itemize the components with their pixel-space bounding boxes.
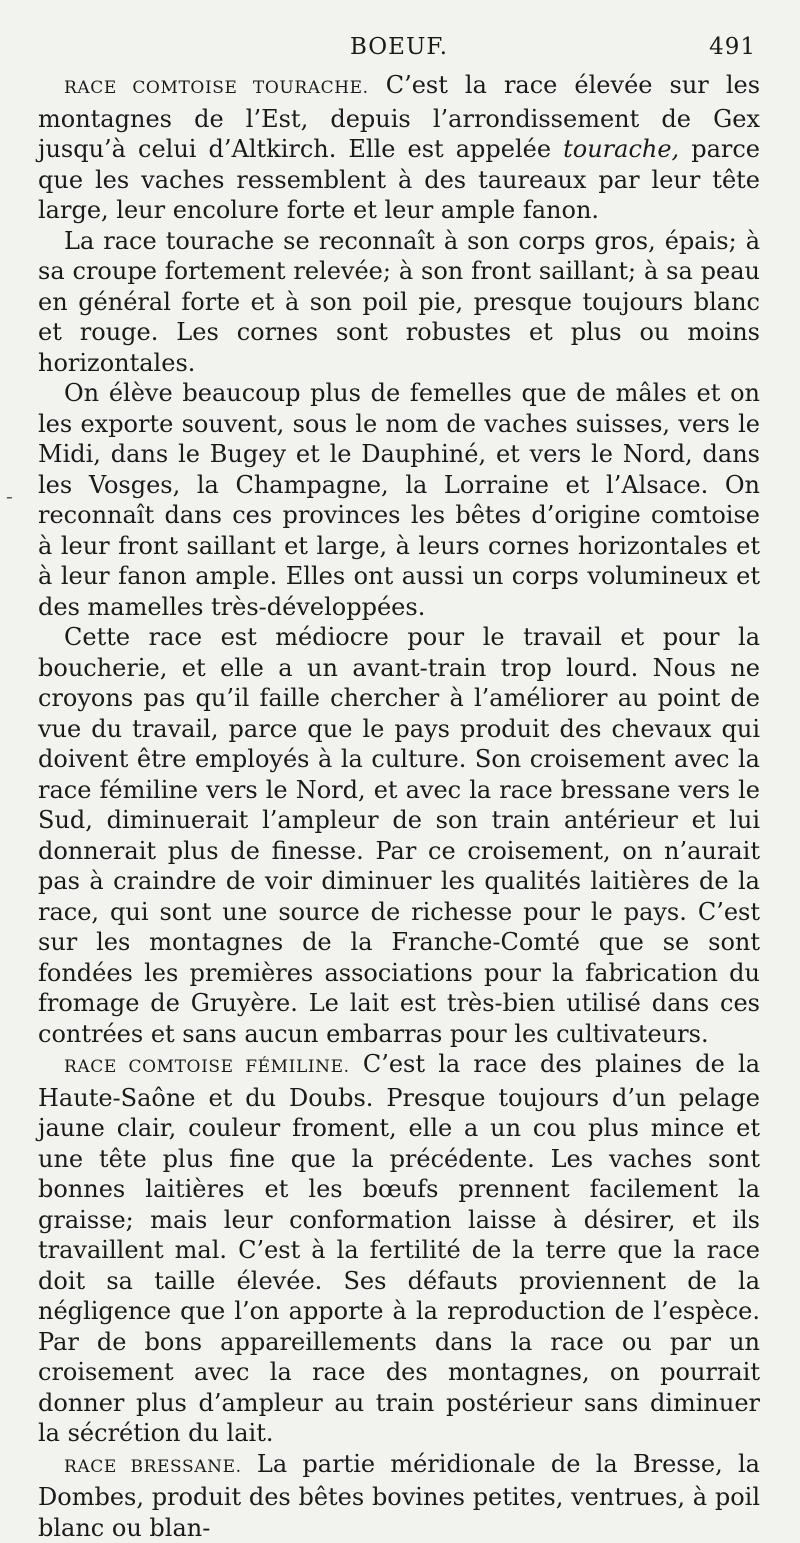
paragraph-text: parce que les vaches ressemblent à des taureaux par leur tête large, leur encolure forte et leur ample fanon. [38, 135, 760, 224]
paragraph-text: C’est la race élevée sur les montagnes de l’Est, depuis l’arrondissement de Gex jusqu’à celui d’Altkirch. Elle est appelée [38, 71, 760, 163]
body-text [38, 70, 760, 1543]
section-label-bressane: RACE BRESSANE. [64, 1457, 242, 1477]
paragraph: On élève beaucoup plus de femelles que de mâles et on les exporte souvent, sous le nom de vaches suisses, vers le Midi, dans le Bugey et le Dauphiné, et vers le Nord, dans les Vosges, la Champagne, la Lorraine et l’Alsace. On reconnaît dans ces provinces les bêtes d’origine comtoise à leur front saillant et large, à leurs cornes horizontales et à leur fanon ample. Elles ont aussi un corps volumineux et des mamelles très-développées. [38, 378, 760, 622]
paragraph: Cette race est médiocre pour le travail et pour la boucherie, et elle a un avant-train trop lourd. Nous ne croyons pas qu’il faille chercher à l’améliorer au point de vue du travail, parce que le pays produit des chevaux qui doivent être employés à la culture. Son croisement avec la race fémiline vers le Nord, et avec la race bressane vers le Sud, diminuerait l’ampleur de son train antérieur et lui donnerait plus de finesse. Par ce croisement, on n’aurait pas à craindre de voir diminuer les qualités laitières de la race, qui sont une source de richesse pour le pays. C’est sur les montagnes de la Franche-Comté que se sont fondées les premières associations pour la fabrication du fromage de Gruyère. Le lait est très-bien utilisé dans ces contrées et sans aucun embarras pour les cultivateurs. [38, 622, 760, 1049]
paragraph-race-tourache [38, 70, 760, 226]
section-label-tourache: RACE COMTOISE TOURACHE. [64, 78, 369, 98]
paragraph-race-bressane [38, 1449, 760, 1543]
paragraph-text: C’est la race des plaines de la Haute-Saône et du Doubs. Presque toujours d’un pelage jaune clair, couleur froment, elle a un cou plus mince et une tête plus fine que la précédente. Les vaches sont bonnes laitières et les bœufs prennent facilement la graisse; mais leur conformation laisse à désirer, et ils travaillent mal. C’est à la fertilité de la terre que la race doit sa taille élevée. Ses défauts proviennent de la négligence que l’on apporte à la reproduction de l’espèce. Par de bons appareillements dans la race ou par un croisement avec la race des montagnes, on pourrait donner plus d’ampleur au train postérieur sans diminuer la sécrétion du lait. [38, 1050, 760, 1447]
italic-term: tourache, [563, 135, 679, 163]
paragraph-text: La partie méridionale de la Bresse, la Dombes, produit des bêtes bovines petites, ventrues, à poil blanc ou blan- [38, 1450, 760, 1542]
margin-mark: - [6, 484, 13, 508]
page-number: 491 [709, 34, 756, 60]
running-head [38, 30, 760, 70]
paragraph-race-femiline [38, 1049, 760, 1449]
paragraph: La race tourache se reconnaît à son corps gros, épais; à sa croupe fortement relevée; à son front saillant; à sa peau en général forte et à son poil pie, presque toujours blanc et rouge. Les cornes sont robustes et plus ou moins horizontales. [38, 226, 760, 379]
section-label-femiline: RACE COMTOISE FÉMILINE. [64, 1057, 350, 1077]
running-title: BOEUF. [38, 34, 760, 60]
